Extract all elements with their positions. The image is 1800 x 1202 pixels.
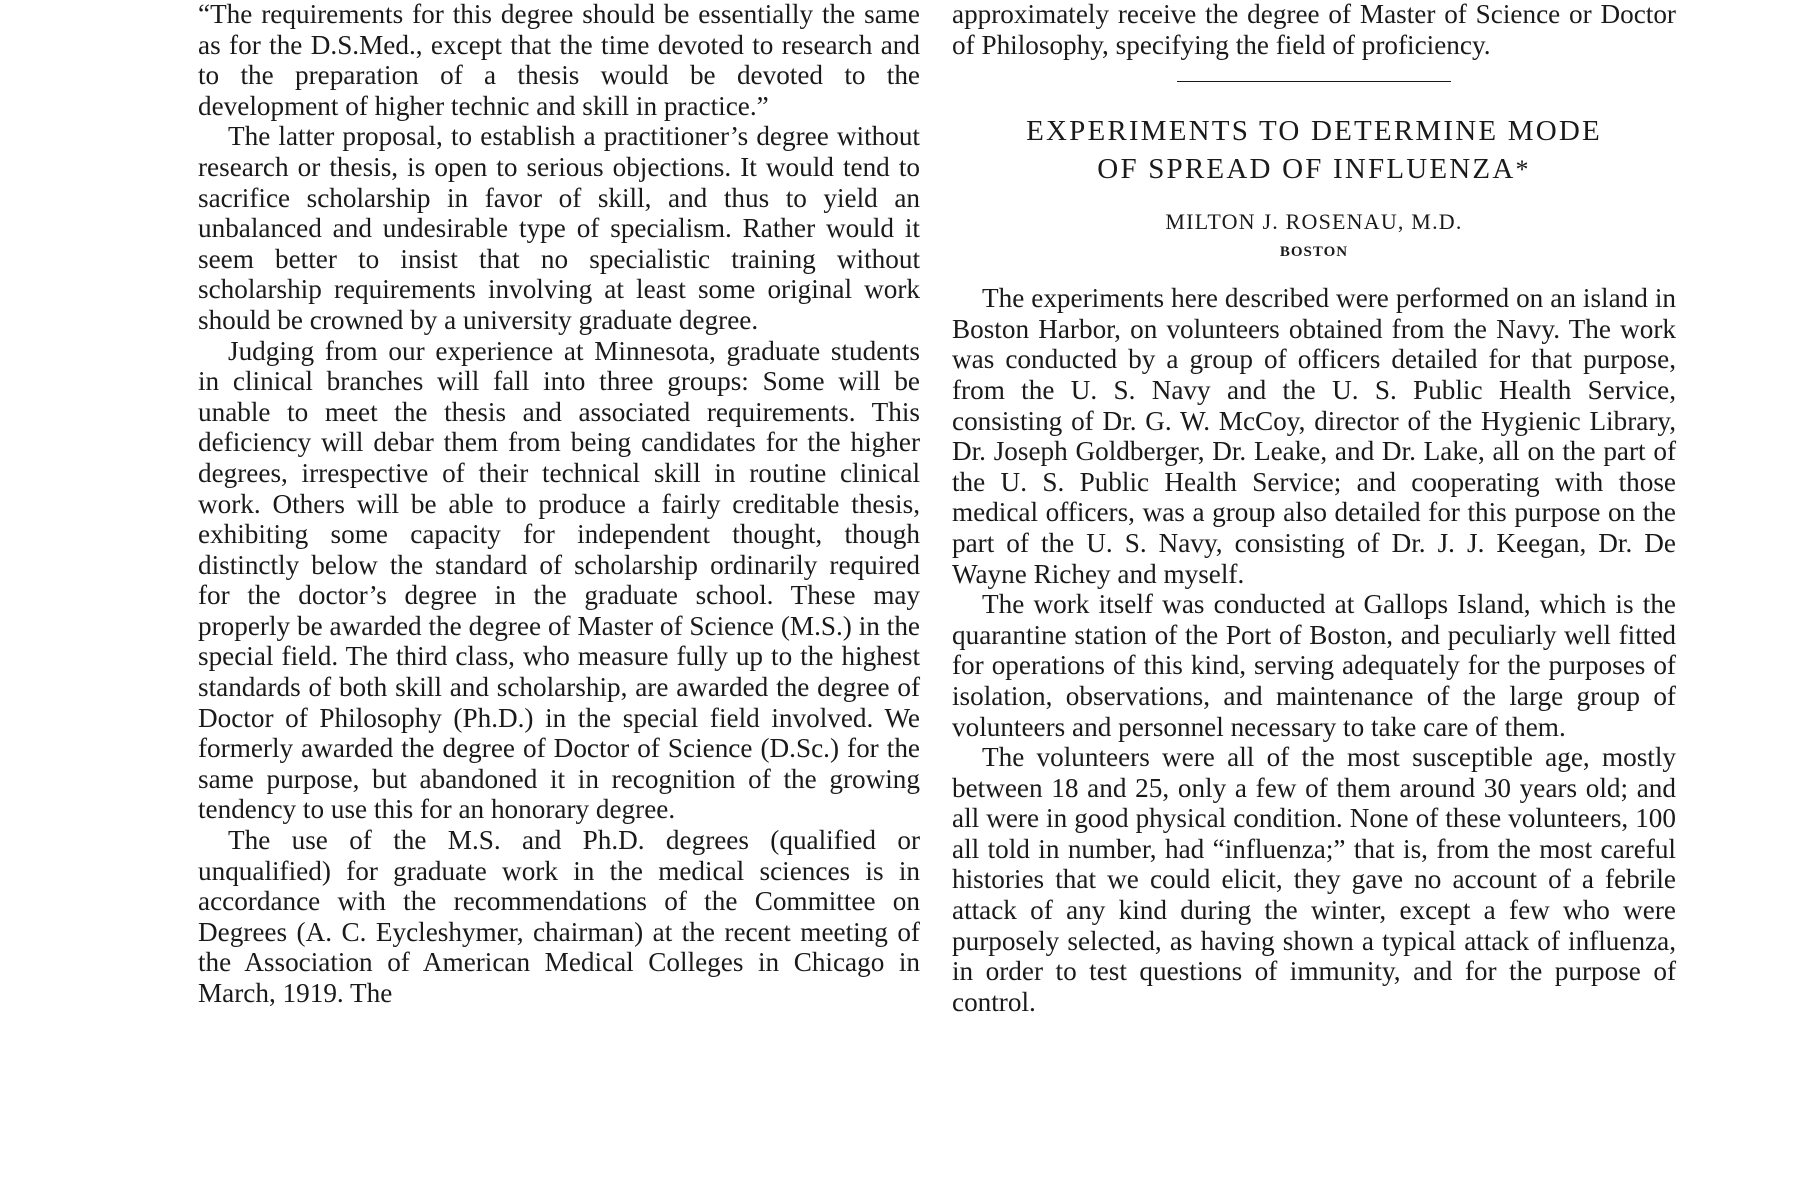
left-column [198, 0, 920, 1009]
continued-paragraph: approximately receive the degree of Master of Science or Doctor of Philosophy, specifying the field of proficiency. [952, 0, 1676, 60]
article-paragraph-3: The volunteers were all of the most susceptible age, mostly between 18 and 25, only a few of them around 30 years old; and all were in good physical condition. None of these volunteers, 100 all told in number, had “influenza;” that is, from the most careful histories that we could elicit, they gave no account of a febrile attack of any kind during the winter, except a few who were purposely selected, as having shown a typical attack of influenza, in order to test questions of immunity, and for the purpose of control. [952, 742, 1676, 1017]
article-paragraph-1: The experiments here described were performed on an island in Boston Harbor, on volunteers obtained from the Navy. The work was conducted by a group of officers detailed for that purpose, from the U. S. Navy and the U. S. Public Health Service, consisting of Dr. G. W. McCoy, director of the Hygienic Library, Dr. Joseph Goldberger, Dr. Leake, and Dr. Lake, all on the part of the U. S. Public Health Service; and cooperating with those medical officers, was a group also detailed for this purpose on the part of the U. S. Navy, consisting of Dr. J. J. Keegan, Dr. De Wayne Richey and myself. [952, 283, 1676, 589]
footnote-marker: * [1515, 155, 1531, 185]
left-paragraph-2: The latter proposal, to establish a practitioner’s degree without research or thesis, is open to serious objections. It would tend to sacrifice scholarship in favor of skill, and thus to yield an unbalanced and undesirable type of specialism. Rather would it seem better to insist that no specialistic training without scholarship requirements involving at least some original work should be crowned by a university graduate degree. [198, 121, 920, 335]
right-column [952, 0, 1676, 1017]
left-paragraph-1: “The requirements for this degree should be essentially the same as for the D.S.Med., except that the time devoted to research and to the preparation of a thesis would be devoted to the development of higher technic and skill in practice.” [198, 0, 920, 121]
article-title-line-1: EXPERIMENTS TO DETERMINE MODE [1026, 115, 1602, 148]
author-location: BOSTON [1279, 244, 1349, 261]
article-title-line-2: OF SPREAD OF INFLUENZA [1097, 153, 1516, 186]
article-paragraph-2: The work itself was conducted at Gallops Island, which is the quarantine station of the Port of Boston, and peculiarly well fitted for operations of this kind, serving adequately for the purposes of isolation, observations, and maintenance of the large group of volunteers and personnel necessary to take care of them. [952, 589, 1676, 742]
section-divider [1177, 81, 1451, 82]
article-title [952, 112, 1676, 189]
article-title-line-2-wrap [952, 150, 1676, 189]
author-byline: MILTON J. ROSENAU, M.D. [1165, 209, 1463, 235]
left-paragraph-3: Judging from our experience at Minnesota, graduate students in clinical branches will fall into three groups: Some will be unable to meet the thesis and associated requirements. This deficiency will debar them from being candidates for the higher degrees, irrespective of their technical skill in routine clinical work. Others will be able to produce a fairly creditable thesis, exhibiting some capacity for independent thought, though distinctly below the standard of scholarship ordinarily required for the doctor’s degree in the graduate school. These may properly be awarded the degree of Master of Science (M.S.) in the special field. The third class, who measure fully up to the highest standards of both skill and scholarship, are awarded the degree of Doctor of Philosophy (Ph.D.) in the special field involved. We formerly awarded the degree of Doctor of Science (D.Sc.) for the same purpose, but abandoned it in recognition of the growing tendency to use this for an honorary degree. [198, 335, 920, 825]
left-paragraph-4: The use of the M.S. and Ph.D. degrees (qualified or unqualified) for graduate work in the medical sciences is in accordance with the recommendations of the Committee on Degrees (A. C. Eycleshymer, chairman) at the recent meeting of the Association of American Medical Colleges in Chicago in March, 1919. The [198, 825, 920, 1008]
